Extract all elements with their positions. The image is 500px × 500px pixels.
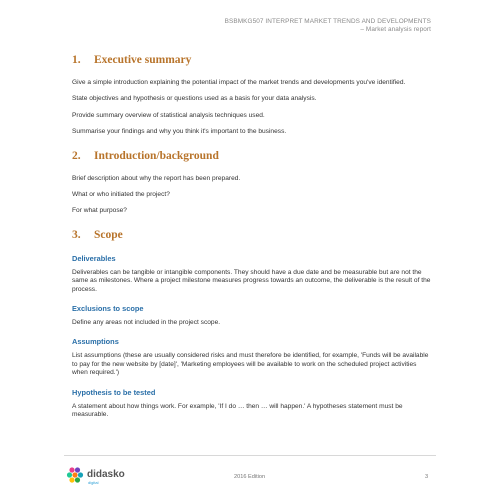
- section-number: 3.: [72, 228, 81, 241]
- paragraph: For what purpose?: [72, 207, 127, 215]
- section-title: Introduction/background: [94, 149, 219, 162]
- header-course-title: BSBMKG507 INTERPRET MARKET TRENDS AND DEVELOPMENTS: [224, 18, 431, 25]
- paragraph: Provide summary overview of statistical analysis techniques used.: [72, 111, 265, 119]
- paragraph: State objectives and hypothesis or questions used as a basis for your data analysis.: [72, 95, 317, 103]
- paragraph: Give a simple introduction explaining the potential impact of the market trends and developments you've identified.: [72, 79, 406, 86]
- paragraph: Summarise your findings and why you think it's important to the business.: [72, 128, 287, 136]
- subheading-hypothesis: Hypothesis to be tested: [72, 387, 156, 397]
- paragraph: List assumptions (these are usually considered risks and must therefore be identified, for example, 'Funds will be available to pay for the new website by [date]', 'Marketing employees will be available to work on the scheduled project activities when required.'): [72, 352, 429, 377]
- page-content: [72, 53, 432, 428]
- footer-edition: 2016 Edition: [234, 474, 266, 480]
- section-heading-introduction: [72, 149, 432, 163]
- subheading-deliverables: Deliverables: [72, 253, 116, 263]
- paragraph: Deliverables can be tangible or intangible components. They should have a due date and be measurable but are not the same as milestones. Where a project milestone measures progress towards an outcome, the deliverable is the result of the process.: [72, 268, 431, 293]
- section-title: Executive summary: [94, 54, 192, 66]
- header-report-title: – Market analysis report: [360, 26, 431, 33]
- paragraph: Define any areas not included in the project scope.: [72, 319, 221, 327]
- logo-wordmark: didasko: [87, 469, 125, 480]
- paragraph: Brief description about why the report has been prepared.: [72, 174, 241, 182]
- subheading-assumptions: Assumptions: [72, 337, 119, 347]
- subheading-exclusions: Exclusions to scope: [72, 304, 144, 314]
- paragraph: A statement about how things work. For example, 'If I do … then … will happen.' A hypotheses statement must be measurable.: [72, 402, 403, 419]
- page-number: 3: [425, 474, 429, 480]
- didasko-logo: [64, 461, 154, 489]
- section-number: 2.: [72, 149, 81, 162]
- section-number: 1.: [72, 54, 81, 66]
- running-header: [225, 18, 431, 34]
- section-heading-scope: [72, 228, 432, 242]
- logo-subtext: digital: [88, 480, 99, 485]
- paragraph: What or who initiated the project?: [72, 191, 170, 199]
- section-title: Scope: [94, 228, 123, 241]
- section-heading-executive-summary: [72, 53, 432, 67]
- footer-divider: [64, 455, 436, 456]
